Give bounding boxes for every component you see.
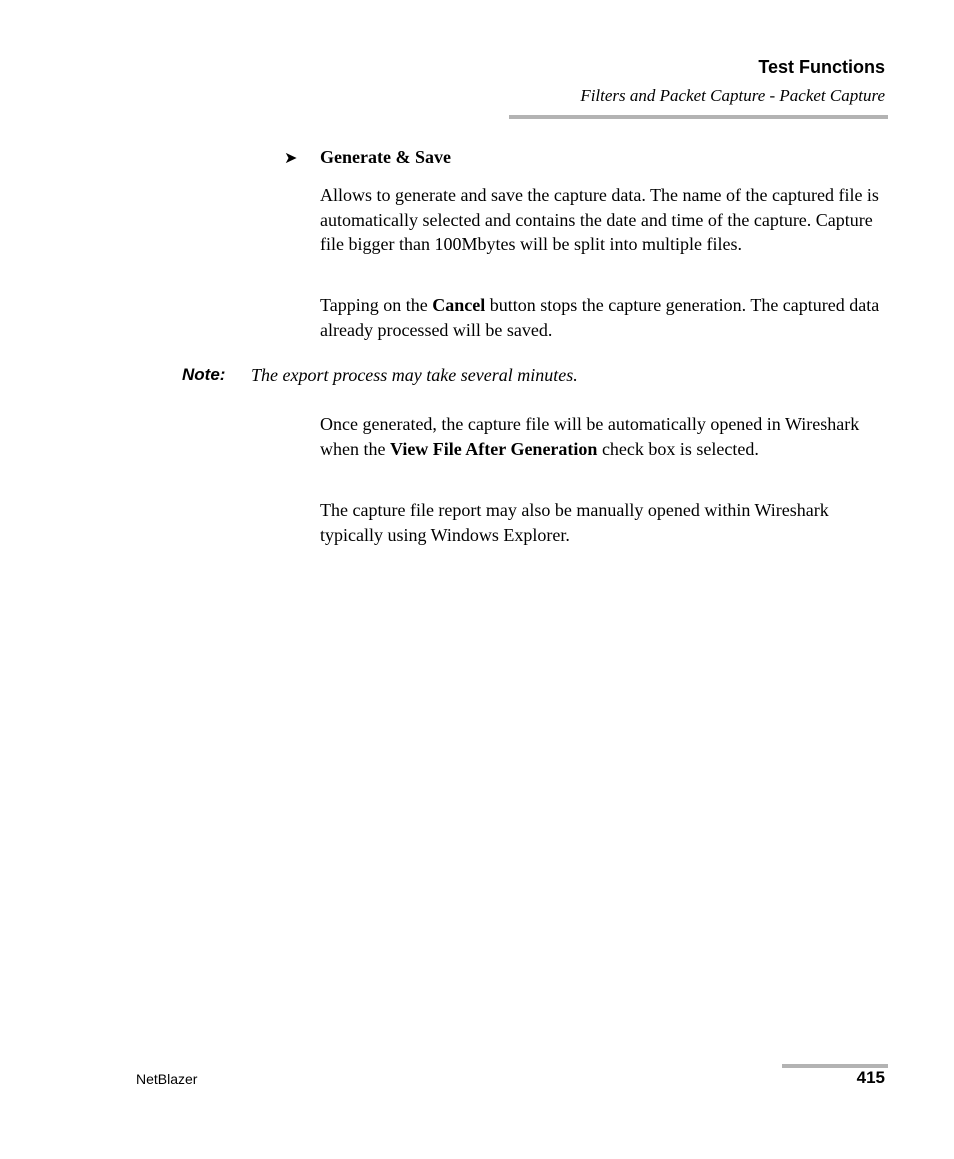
paragraph-text: button stops the capture generation. The captured data already processed will be saved. xyxy=(320,295,880,340)
paragraph-manual-open: The capture file report may also be manually opened within Wireshark typically using Windows Explorer. xyxy=(320,500,829,545)
paragraph-cancel-description xyxy=(320,293,890,342)
paragraph-text: Once generated, the capture file will be automatically opened in Wireshark when the xyxy=(320,414,860,459)
paragraph-text: check box is selected. xyxy=(597,438,759,459)
page-header-title: Test Functions xyxy=(758,57,885,77)
cancel-button-reference: Cancel xyxy=(432,295,486,315)
page-header-subtitle: Filters and Packet Capture - Packet Capture xyxy=(580,86,885,105)
section-heading: Generate & Save xyxy=(320,147,451,167)
paragraph-generate-description: Allows to generate and save the capture data. The name of the captured file is automatically selected and contains the date and time of the capture. Capture file bigger than 100Mbytes will be split into multiple files. xyxy=(320,185,879,254)
page-number: 415 xyxy=(856,1068,885,1087)
footer-product-name: NetBlazer xyxy=(136,1071,198,1087)
note-label: Note: xyxy=(182,365,226,384)
paragraph-text: Tapping on the xyxy=(320,295,433,315)
view-file-checkbox-reference: View File After Generation xyxy=(389,438,598,459)
note-text: The export process may take several minutes. xyxy=(251,365,578,385)
header-divider xyxy=(509,115,888,119)
paragraph-open-in-wireshark xyxy=(320,412,890,461)
arrow-bullet-icon: ➤ xyxy=(284,148,298,167)
